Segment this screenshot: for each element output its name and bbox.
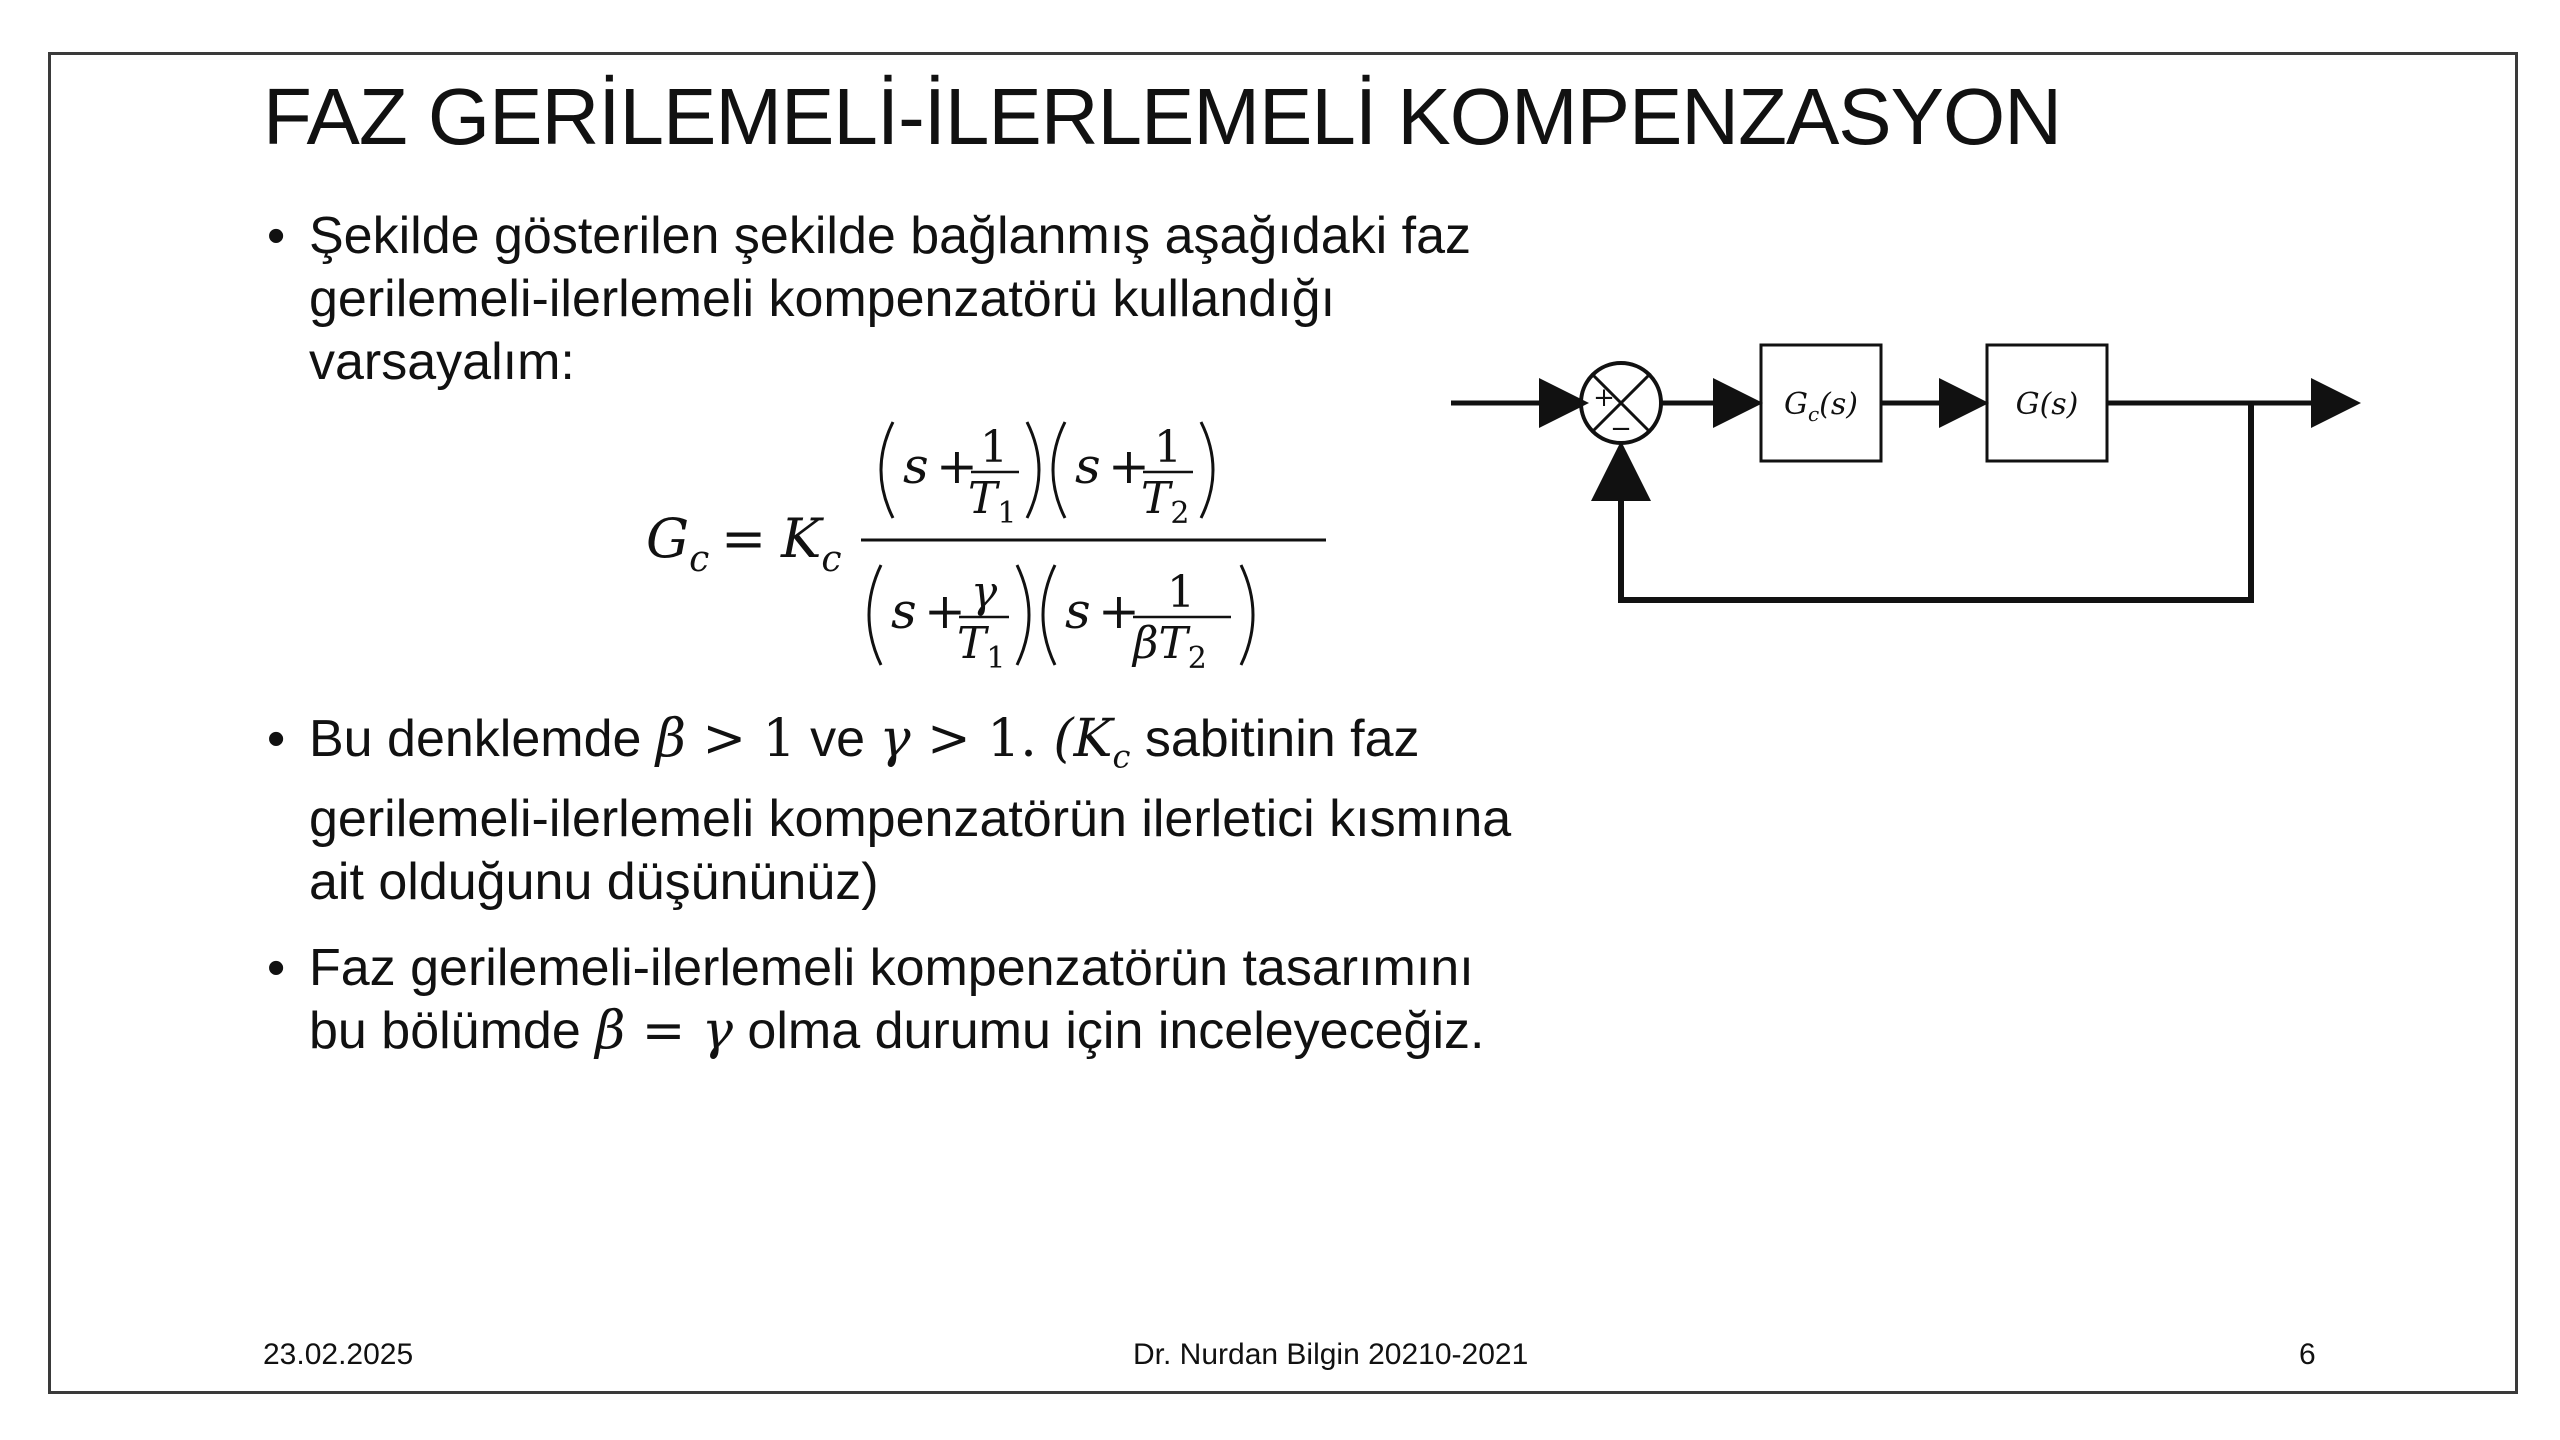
bullet-2-line-3: ait olduğunu düşününüz) — [309, 853, 879, 912]
bullet-2 — [267, 708, 1512, 914]
gamma-symbol: γ — [701, 1001, 733, 1061]
block-g-label: G(s) — [2015, 387, 2079, 422]
den-factor-1-var: s — [891, 582, 917, 640]
paren-open-icon — [869, 565, 881, 665]
den-factor-2-numerator: 1 — [1167, 567, 1195, 618]
paren-open-icon — [1043, 565, 1055, 665]
paren-close-icon — [1017, 565, 1029, 665]
paren-open-icon — [1053, 422, 1065, 518]
den-factor-2-denominator: $\beta T_2$ — [1133, 618, 1207, 676]
compensator-formula — [591, 370, 1351, 700]
num-factor-2-var: s — [1075, 437, 1101, 495]
paren-open-icon — [881, 422, 893, 518]
paren-close-icon — [1027, 422, 1039, 518]
beta-symbol: β — [655, 709, 686, 769]
formula-equals: = — [721, 507, 767, 570]
den-factor-1-numerator: γ — [970, 567, 998, 618]
bullet-dot: • — [267, 207, 286, 265]
footer-page-number: 6 — [2299, 1338, 2316, 1371]
feedback-path — [1621, 403, 2251, 600]
formula-lhs: $G_c$ — [646, 507, 710, 580]
block-gc-label: $G_c(s)$ — [1784, 387, 1858, 426]
block-diagram — [1441, 275, 2381, 635]
bullet-1-line-1: Şekilde gösterilen şekilde bağlanmış aşağıdaki faz — [309, 207, 1472, 265]
bullet-1-line-2: gerilemeli-ilerlemeli kompenzatörü kullandığı — [309, 270, 1336, 328]
footer-date: 23.02.2025 — [263, 1338, 414, 1371]
plus-sign: + — [936, 437, 978, 495]
num-factor-2-denominator: $T_2$ — [1141, 473, 1190, 531]
slide-title: FAZ GERİLEMELİ-İLERLEMELİ KOMPENZASYON — [263, 72, 2062, 161]
paren-close-icon — [1201, 422, 1213, 518]
slide — [48, 52, 2518, 1394]
formula-gain: $K_c$ — [781, 507, 842, 580]
num-factor-1-numerator: 1 — [980, 422, 1008, 473]
plus-sign: + — [1108, 437, 1150, 495]
num-factor-1-var: s — [903, 437, 929, 495]
bullet-2-line-1: Bu denklemde β > 1 ve γ > 1. ($K_c$ sabitinin faz — [309, 709, 1420, 776]
bullet-1-line-3: varsayalım: — [309, 333, 575, 391]
bullet-2-line-2: gerilemeli-ilerlemeli kompenzatörün ilerletici kısmına — [309, 790, 1512, 849]
plus-sign: + — [924, 582, 966, 640]
num-factor-1-denominator: $T_1$ — [968, 473, 1017, 531]
bullet-3-line-2: bu bölümde β = γ olma durumu için inceleyeceğiz. — [309, 1001, 1485, 1061]
footer-author: Dr. Nurdan Bilgin 20210-2021 — [1133, 1338, 1529, 1371]
bullet-dot: • — [267, 939, 286, 997]
bullet-3-line-1: Faz gerilemeli-ilerlemeli kompenzatörün tasarımını — [309, 939, 1474, 997]
num-factor-2-numerator: 1 — [1154, 422, 1182, 473]
beta-symbol: β — [595, 1001, 626, 1061]
den-factor-1-denominator: $T_1$ — [957, 618, 1006, 676]
sum-minus-sign: − — [1610, 414, 1632, 444]
bullet-dot: • — [267, 710, 286, 768]
kc-symbol: $K_c$ — [1073, 709, 1131, 776]
gamma-symbol: γ — [879, 709, 911, 769]
bullet-3 — [267, 937, 1485, 1063]
den-factor-2-var: s — [1065, 582, 1091, 640]
bullet-1 — [267, 205, 1472, 394]
sum-plus-sign: + — [1593, 383, 1615, 413]
paren-close-icon — [1241, 565, 1253, 665]
plus-sign: + — [1098, 582, 1140, 640]
